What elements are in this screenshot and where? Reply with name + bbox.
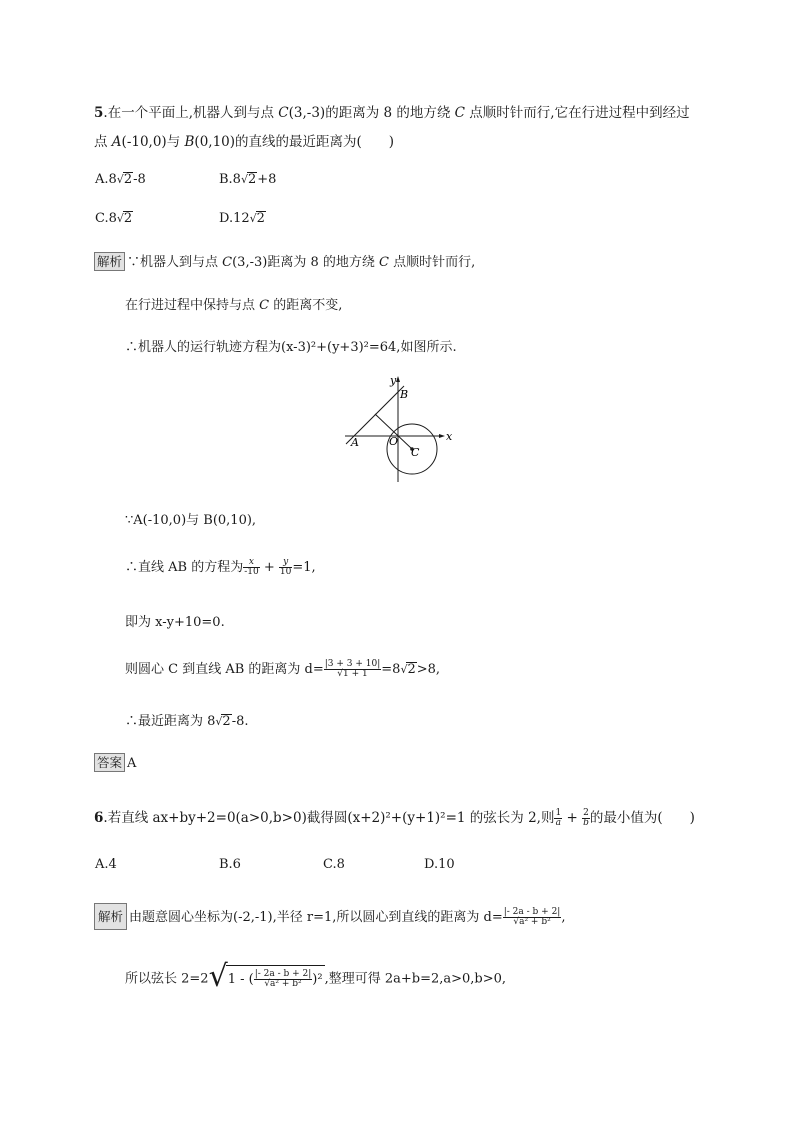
q5-analysis-line7 (125, 658, 440, 679)
option-text: B.8 (219, 172, 241, 187)
radicand: 2 (256, 211, 265, 226)
radicand: 2 (407, 662, 416, 677)
analysis-text: )² (312, 972, 323, 987)
label-c: C (411, 446, 420, 459)
numerator: |- 2a - b + 2| (254, 969, 312, 979)
answer-tag: 答案 (94, 753, 125, 772)
q5-point-c: C (278, 105, 289, 121)
q6-text: .若直线 ax+by+2=0(a>0,b>0)截得圆(x+2)²+(y+1)²=1 的弦长为 2,则 (103, 810, 555, 826)
option-text: D.12 (219, 211, 250, 226)
analysis-text: 所以弦长 2=2 (125, 971, 209, 987)
option-text: C.8 (95, 211, 117, 226)
q5-number: 5 (94, 105, 104, 121)
denominator: -10 (244, 567, 259, 577)
analysis-text: ,整理可得 2a+b=2,a>0,b>0, (324, 971, 507, 987)
sqrt-sign: √ (400, 663, 408, 676)
analysis-text: , (561, 910, 566, 925)
q5-analysis-line5 (125, 556, 316, 577)
label-o: O (389, 435, 399, 448)
denominator: 10 (279, 567, 292, 577)
q5-analysis-line1 (94, 251, 475, 271)
q5-option-d[interactable] (219, 211, 266, 226)
option-text: A.8 (95, 172, 117, 187)
radicand: 2 (222, 714, 231, 729)
q5-point-c: C (454, 105, 465, 121)
sqrt-sign: √ (215, 715, 223, 728)
analysis-text: 的距离不变, (269, 298, 343, 313)
q6-analysis-line1 (94, 903, 565, 930)
q5-text: (3,-3)的距离为 8 的地方绕 (288, 105, 455, 121)
denominator: √a² + b² (513, 917, 551, 927)
analysis-text: (3,-3)距离为 8 的地方绕 (232, 255, 379, 270)
label-y: y (390, 374, 397, 387)
q6-option-d[interactable]: D.10 (424, 857, 455, 872)
q5-option-a[interactable] (95, 172, 146, 187)
label-b: B (400, 388, 409, 401)
analysis-text: 则圆心 C 到直线 AB 的距离为 d= (125, 662, 324, 677)
q5-analysis-line3: ∴机器人的运行轨迹方程为(x-3)²+(y+3)²=64,如图所示. (125, 340, 457, 355)
q5-stem-line2 (94, 130, 394, 150)
q5-answer-line (94, 753, 136, 772)
q6-number: 6 (94, 810, 104, 826)
analysis-text: >8, (416, 662, 441, 677)
label-a: A (351, 436, 359, 449)
sqrt-sign: √ (249, 212, 257, 225)
numerator: y (279, 558, 292, 568)
x-axis-arrow (439, 434, 445, 438)
big-sqrt-sign: √ (208, 959, 228, 994)
analysis-text: 在行进过程中保持与点 (125, 298, 260, 313)
sqrt-sign: √ (240, 173, 248, 186)
answer-value: A (127, 756, 137, 771)
q5-analysis-line6: 即为 x-y+10=0. (125, 615, 225, 630)
sqrt-body (226, 965, 325, 989)
fraction (254, 970, 313, 989)
analysis-text: =1, (292, 560, 316, 575)
fraction (503, 908, 562, 927)
q6-text: 的最小值为( ) (589, 810, 695, 826)
q5-option-c[interactable] (95, 211, 133, 226)
q6-stem-line (94, 806, 695, 828)
radicand: 2 (247, 172, 257, 187)
analysis-text: ∴直线 AB 的方程为 (125, 560, 244, 575)
fraction (582, 809, 590, 828)
q5-text: 点顺时针而行,它在行进过程中到经过 (465, 105, 690, 121)
analysis-text: C (379, 255, 389, 270)
analysis-tag: 解析 (94, 903, 127, 930)
analysis-tag: 解析 (94, 252, 125, 271)
denominator: b (583, 818, 589, 828)
analysis-text: ∴最近距离为 8 (125, 714, 216, 729)
q6-analysis-line2 (125, 959, 507, 994)
label-x: x (446, 430, 453, 443)
option-text: -8 (133, 172, 146, 187)
analysis-text: ∵机器人到与点 (127, 255, 223, 270)
sqrt-sign: √ (116, 212, 124, 225)
analysis-text: 由题意圆心坐标为(-2,-1),半径 r=1,所以圆心到直线的距离为 d= (129, 910, 503, 925)
q5-point-b: B (184, 134, 195, 150)
analysis-text: -8. (231, 714, 249, 729)
numerator: 2 (583, 808, 589, 818)
radicand: 2 (123, 211, 133, 226)
numerator: |- 2a - b + 2| (503, 907, 561, 917)
analysis-text: + (259, 560, 279, 575)
q6-option-b[interactable]: B.6 (219, 857, 241, 872)
fraction (324, 660, 382, 679)
q6-option-a[interactable]: A.4 (95, 857, 117, 872)
q5-text: (0,10)的直线的最近距离为( ) (194, 134, 395, 150)
q5-analysis-line8 (125, 710, 249, 729)
numerator: 1 (555, 808, 562, 818)
q5-text: (-10,0)与 (121, 134, 185, 150)
analysis-text: C (259, 298, 270, 313)
denominator: a (555, 818, 562, 828)
sqrt-sign: √ (116, 173, 124, 186)
analysis-text: C (222, 255, 233, 270)
denominator: √a² + b² (264, 979, 302, 989)
q6-option-c[interactable]: C.8 (323, 857, 345, 872)
radicand: 2 (123, 172, 133, 187)
analysis-text: 点顺时针而行, (388, 255, 476, 270)
y-axis-arrow (396, 376, 400, 382)
numerator: |3 + 3 + 10| (324, 659, 381, 669)
fraction (279, 558, 292, 577)
q5-text: 点 (94, 134, 112, 150)
numerator: x (243, 558, 260, 568)
q5-text: .在一个平面上,机器人到与点 (103, 105, 279, 121)
q5-option-b[interactable] (219, 172, 276, 187)
circle-line-figure (340, 374, 460, 486)
option-text: +8 (257, 172, 277, 187)
analysis-text: 1 - ( (227, 972, 254, 987)
analysis-text: =8 (381, 662, 401, 677)
q5-analysis-line4: ∵A(-10,0)与 B(0,10), (125, 513, 257, 528)
q5-analysis-line2 (125, 294, 342, 313)
q5-point-a: A (111, 134, 122, 150)
fraction (243, 558, 260, 577)
denominator: √1 + 1 (337, 669, 368, 679)
q5-stem-line1 (94, 101, 690, 121)
q6-text: + (562, 810, 583, 826)
